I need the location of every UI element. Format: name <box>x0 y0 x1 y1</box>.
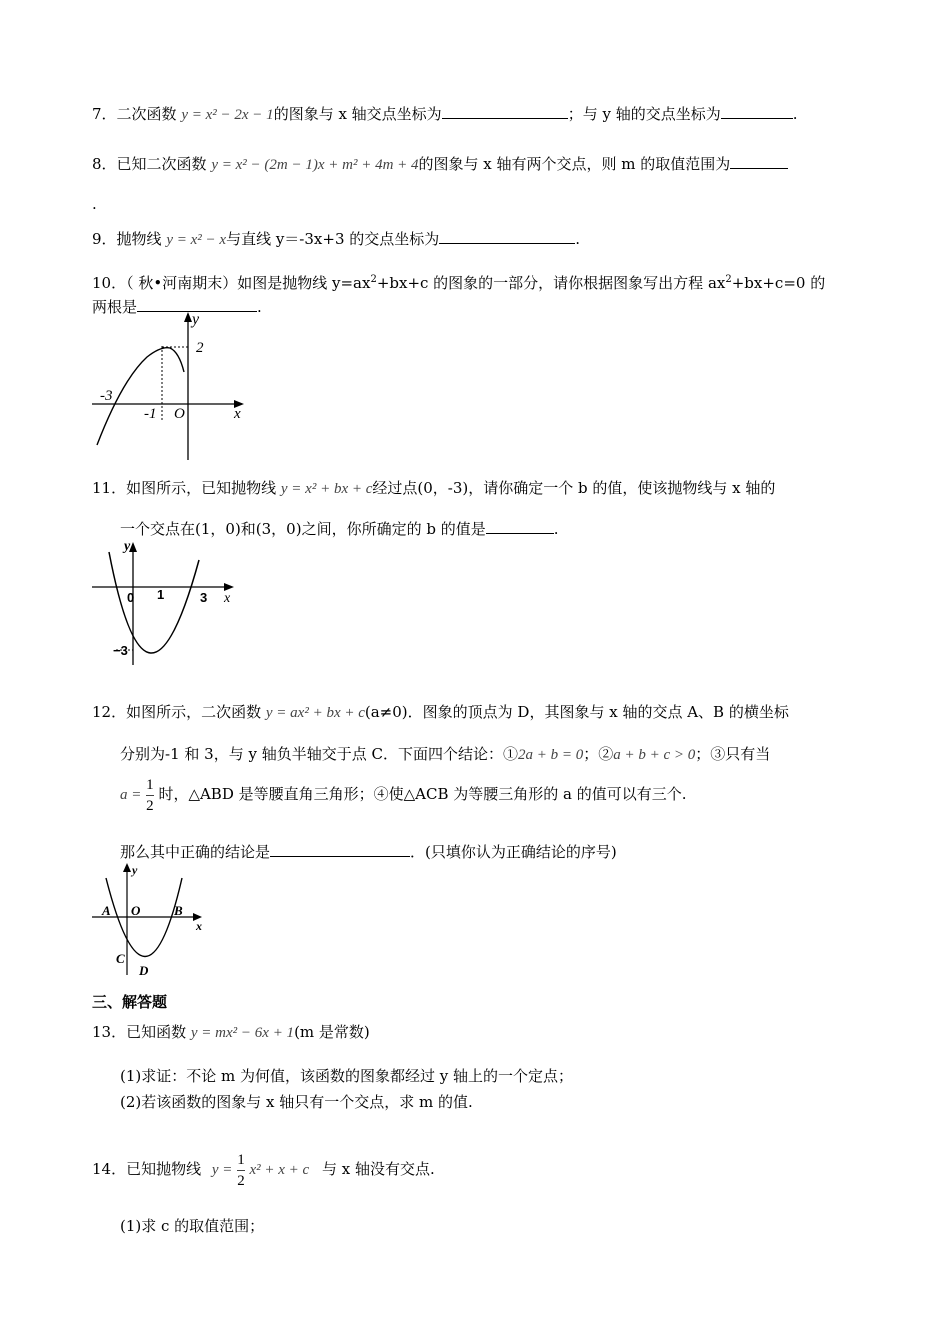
label-A: A <box>102 903 111 918</box>
label-neg1: -1 <box>144 406 157 422</box>
label-D: D <box>139 963 149 978</box>
label-1: 1 <box>157 587 165 602</box>
q12-graph <box>92 860 212 980</box>
label-y: y <box>124 539 131 554</box>
question-12-line4: 那么其中正确的结论是 ．(只填你认为正确结论的序号) <box>120 843 617 861</box>
question-12-line3: a = $\frac{1}{2}$ 时，△ABD 是等腰直角三角形；④使△ACB 为等腰三角形的 a 的值可以有三个. <box>120 776 687 814</box>
question-11-line2: 一个交点在(1，0)和(3，0)之间，你所确定的 b 的值是 . <box>120 520 559 538</box>
formula: y = x² + bx + c <box>280 481 373 497</box>
question-14-part1: (1)求 c 的取值范围； <box>120 1217 265 1235</box>
question-9: 9．抛物线 y = x² − x与直线 y＝-3x+3 的交点坐标为 . <box>92 230 581 248</box>
question-8: 8．已知二次函数 y = x² − (2m − 1)x + m² + 4m + 4的图象与 x 轴有两个交点，则 m 的取值范围为 <box>92 154 788 175</box>
question-7: 7．二次函数 y = x² − 2x − 1的图象与 x 轴交点坐标为 ；与 y 轴的交点坐标为 . <box>92 105 798 123</box>
formula: y = ax² + bx + c <box>265 705 365 721</box>
q10-graph <box>92 310 252 460</box>
label-neg3: -3 <box>100 388 113 404</box>
question-13-part2: (2)若该函数的图象与 x 轴只有一个交点，求 m 的值. <box>120 1093 473 1111</box>
label-neg3: −3 <box>113 643 128 658</box>
q11-graph <box>92 540 242 665</box>
x-arrow <box>224 583 234 591</box>
label-B: B <box>174 903 183 918</box>
label-O: O <box>131 903 141 918</box>
formula: y = x² − x <box>166 232 227 248</box>
label-y: y <box>132 863 138 877</box>
question-12: 12．如图所示，二次函数 y = ax² + bx + c(a≠0)．图象的顶点为 D，其图象与 x 轴的交点 A、B 的横坐标 <box>92 703 789 721</box>
question-12-line2: 分别为-1 和 3，与 y 轴负半轴交于点 C．下面四个结论：①2a + b = 0；②a + b + c > 0；③只有当 <box>120 745 771 763</box>
label-3: 3 <box>200 590 208 605</box>
answer-blank[interactable] <box>270 842 410 857</box>
question-8-end: . <box>92 195 97 213</box>
formula: y = mx² − 6x + 1 <box>190 1025 295 1041</box>
y-arrow <box>123 863 131 872</box>
label-x: x <box>234 406 241 422</box>
parabola <box>109 552 199 653</box>
fraction-half: $\frac{1}{2}$ <box>146 776 154 814</box>
question-14: 14．已知抛物线 y = $\frac{1}{2}$ x² + x + c 与 x 轴没有交点. <box>92 1151 435 1189</box>
label-2: 2 <box>196 340 204 356</box>
answer-blank[interactable] <box>486 519 554 534</box>
answer-blank[interactable] <box>442 104 568 119</box>
answer-blank[interactable] <box>721 104 793 119</box>
question-10-line2: 两根是 . <box>92 298 262 316</box>
label-x: x <box>196 919 202 933</box>
label-origin: O <box>174 406 185 422</box>
section-heading: 三、解答题 <box>92 993 168 1011</box>
fraction-half: $\frac{1}{2}$ <box>237 1151 245 1189</box>
answer-blank[interactable] <box>730 154 788 169</box>
label-0: 0 <box>127 590 135 605</box>
formula: y = x² − (2m − 1)x + m² + 4m + 4 <box>211 157 419 173</box>
question-13: 13．已知函数 y = mx² − 6x + 1(m 是常数) <box>92 1023 370 1041</box>
question-13-part1: (1)求证：不论 m 为何值，该函数的图象都经过 y 轴上的一个定点； <box>120 1067 574 1085</box>
formula: y = x² − 2x − 1 <box>181 107 274 123</box>
label-x: x <box>224 591 231 606</box>
question-10: 10．（ 秋•河南期末）如图是抛物线 $y=ax^2+bx+c$ 的图象的一部分，请你根据图象写出方程 $ax^2+bx+c=0$ 的 <box>92 274 826 292</box>
label-y: y <box>192 311 200 328</box>
answer-blank[interactable] <box>439 229 575 244</box>
label-C: C <box>116 951 125 966</box>
question-11: 11．如图所示，已知抛物线 y = x² + bx + c经过点(0，-3)，请你确定一个 b 的值，使该抛物线与 x 轴的 <box>92 479 776 497</box>
y-arrow <box>184 312 192 322</box>
